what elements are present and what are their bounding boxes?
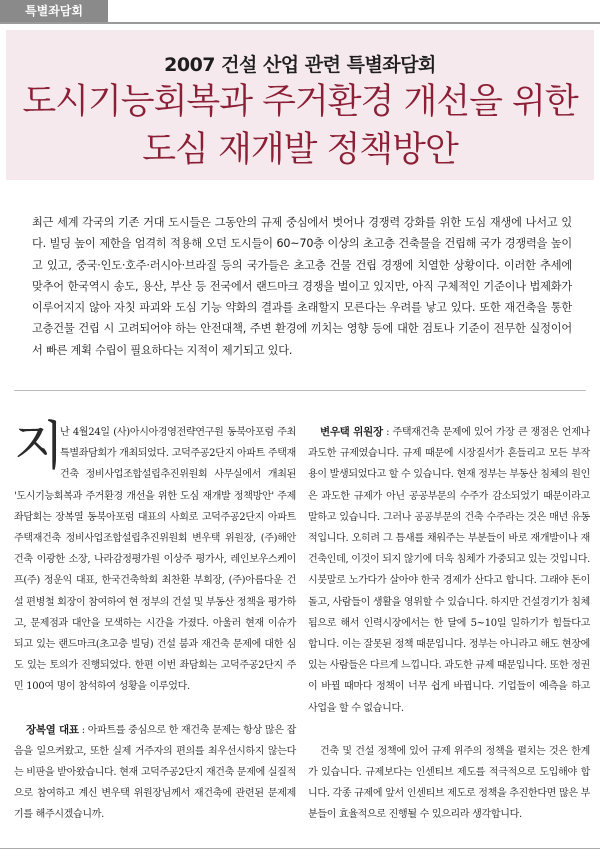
subtitle: 2007 건설 산업 관련 특별좌담회: [164, 54, 436, 76]
title-line-2: 도심 재개발 정책방안: [142, 130, 458, 170]
intro-paragraph: [14, 417, 296, 698]
lead-paragraph: 최근 세계 각국의 기존 거대 도시들은 그동안의 규제 중심에서 벗어나 경쟁력 강화를 위한 도심 재생에 나서고 있다. 빌딩 높이 제한을 엄격히 적용해 오던 도시들이 60~70층 이상의 초고층 건축물을 건립해 국가 경쟁력을 높이고 있고, 중국·인도·호주·러시아·브라질 등의 국가들은 초고층 건물 건립 경쟁에 치열한 상황이다. 이러한 추세에 맞추어 한국역시 송도, 용산, 부산 등 전국에서 랜드마크 경쟁을 벌이고 있지만, 아직 구체적인 기준이나 법제화가 이루어지지 않아 자칫 파괴와 도심 기능 약화의 결과를 초래할지 모른다는 우려를 낳고 있다. 또한 재건축을 통한 고층건물 건립 시 고려되어야 하는 안전대책, 주변 환경에 끼치는 영향 등에 대한 검토나 기준이 전무한 실정이어서 빠른 계획 수립이 필요하다는 지적이 제기되고 있다.: [32, 216, 572, 357]
moderator-paragraph: [14, 720, 296, 826]
right-column: [308, 422, 590, 826]
speech-text: : 주택재건축 문제에 있어 가장 큰 쟁점은 언제나 과도한 규제였습니다. 규제 때문에 시장질서가 흔들리고 모든 부작용이 발생되었다고 할 수 있습니다. 현재 정부는 부동산 침체의 원인은 과도한 규제가 아닌 공공부문의 수주가 감소되었기 때문이라고 말하고 있습니다. 그러나 공공부문의 건축 수주라는 것은 매년 유동적입니다. 오히려 그 틈새를 채워주는 부분들이 바로 재개발이나 재건축인데, 이것이 되지 않기에 더욱 침체가 가중되고 있는 것입니다. 시붓말로 노가다가 살아야 한국 경제가 산다고 합니다. 그래야 돈이 돌고, 사람들이 생활을 영위할 수 있습니다. 하지만 건설경기가 침체됨으로 해서 인력시장에서는 한 달에 5~10일 일하기가 힘들다고 합니다. 이는 잘못된 정책 때문입니다. 정부는 아니라고 해도 현장에 있는 사람들은 다르게 느낍니다. 과도한 규제 때문입니다. 또한 정권이 바뀔 때마다 정책이 너무 쉽게 바뀝니다. 기업들이 예측을 하고 사업을 할 수 없습니다.: [308, 427, 590, 714]
speech-text: : 아파트를 중심으로 한 재건축 문제는 항상 많은 잡음을 일으켜왔고, 또한 실제 거주자의 편의를 최우선시하지 않는다는 비판을 받아왔습니다. 현재 고덕주공2단지 재건축 문제에 실질적으로 참여하고 계신 변우택 위원장님께서 재건축에 관련된 문제제기를 해주시겠습니까.: [14, 724, 296, 821]
speaker-name: 변우택 위원장: [320, 426, 383, 438]
left-column: [14, 417, 296, 826]
bottom-rule: [0, 848, 600, 849]
chairman-paragraph-2: 건축 및 건설 정책에 있어 규제 위주의 정책을 펼치는 것은 한계가 있습니다. 규제보다는 인센티브 제도를 적극적으로 도입해야 합니다. 각종 규제에 앞서 인센티브 제도로 정책을 추진한다면 많은 부분들이 효율적으로 진행될 수 있으리라 생각합니다.: [308, 745, 590, 821]
drop-cap: 지: [14, 417, 64, 477]
section-divider: [14, 390, 586, 391]
chairman-paragraph: [308, 422, 590, 719]
section-tab: 특별좌담회: [0, 0, 108, 22]
intro-text: 난 4월24일 (사)아시아경영전략연구원 동북아포럼 주최 특별좌담회가 개최되었다. 고덕주공2단지 아파트 주택재건축 정비사업조합설립추진위원회 사무실에서 개최된 '도시기능회복과 주거환경 개선을 위한 도심 재개발 정책방안' 주제 좌담회는 장복열 동북아포럼 대표의 사회로 고덕주공2단지 아파트 주택재건축 정비사업조합설립추진위원회 변우택 위원장, (주)해안건축 이광한 소장, 나라감정평가원 이상주 평가사, 레인보우스케이프(주) 정운익 대표, 한국건축학회 최찬환 부회장, (주)아름다운 건설 편병철 회장이 참여하여 현 정부의 건설 및 부동산 정책을 평가하고, 문제점과 대안을 모색하는 시간을 가졌다. 아울러 현재 이슈가 되고 있는 랜드마크(초고층 빌딩) 건설 붐과 재건축 문제에 대한 심도 있는 토의가 진행되었다. 한편 이번 좌담회는 고덕주공2단지 주민 100여 명이 참석하여 성황을 이루었다.: [14, 427, 296, 693]
header-rule: [0, 22, 600, 24]
title-banner: [6, 30, 594, 180]
speaker-name: 장복열 대표: [26, 723, 79, 736]
title-line-1: 도시기능회복과 주거환경 개선을 위한: [22, 82, 578, 122]
